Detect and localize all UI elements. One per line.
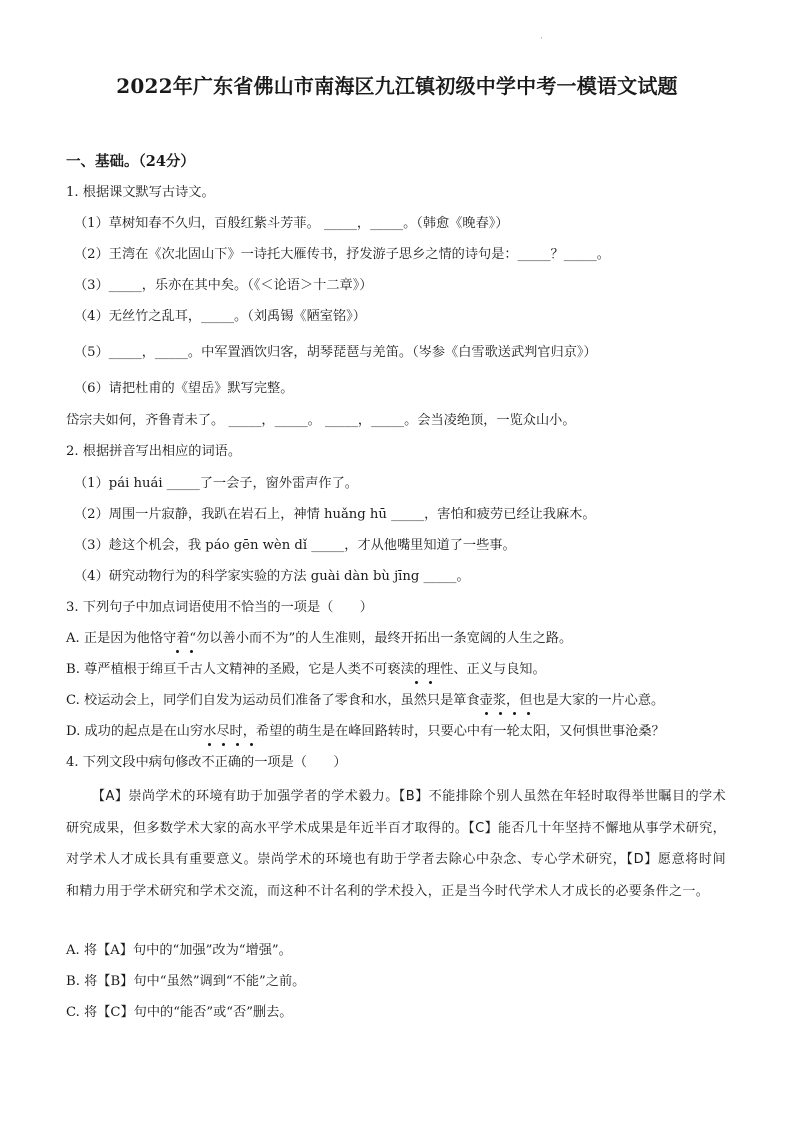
question-3-option: B. 尊严植根于绵亘千古人文精神的圣殿，它是人类不可亵渎的理性、正义与良知。 xyxy=(66,662,546,677)
emphasis-dot xyxy=(176,650,179,653)
emphasis-dot xyxy=(236,743,239,746)
question-2-item: （2）周围一片寂静，我趴在岩石上，神情 huǎng hū _____，害怕和疲劳已经让我麻木。 xyxy=(74,507,596,522)
question-4-stem: 4. 下列文段中病句修改不正确的一项是（ ） xyxy=(66,755,347,770)
question-2-item: （1）pái huái _____了一会子，窗外雷声作了。 xyxy=(74,476,358,491)
question-4-option: B. 将【B】句中“虽然”调到“不能”之前。 xyxy=(66,974,306,989)
section-heading: 一、基础。（24分） xyxy=(66,153,195,170)
question-3-stem: 3. 下列句子中加点词语使用不恰当的一项是（ ） xyxy=(66,600,373,615)
question-1-item: （3）_____，乐亦在其中矣。（《＜论语＞十二章》） xyxy=(74,278,373,293)
emphasis-dot xyxy=(190,650,193,653)
question-3-option: D. 成功的起点是在山穷水尽时，希望的萌生是在峰回路转时，只要心中有一轮太阳，又何惧世事沧桑？ xyxy=(66,724,665,739)
question-1-item: 岱宗夫如何，齐鲁青未了。 _____，_____。 _____，_____。会当凌绝顶，一览众山小。 xyxy=(66,413,576,428)
emphasis-dot xyxy=(208,743,211,746)
emphasis-dot xyxy=(250,743,253,746)
emphasis-dot xyxy=(222,743,225,746)
question-1-stem: 1. 根据课文默写古诗文。 xyxy=(66,185,215,200)
question-3-option: A. 正是因为他恪守着“勿以善小而不为”的人生准则，最终开拓出一条宽阔的人生之路。 xyxy=(66,631,573,646)
question-4-passage: 【A】崇尚学术的环境有助于加强学者的学术毅力。【B】不能排除个别人虽然在年轻时取得举世瞩目的学术研究成果，但多数学术大家的高水平学术成果是年近半百才取得的。【C】能否几十年坚持不懈地从事学术研究，对学术人才成长具有重要意义。崇尚学术的环境也有助于学者去除心中杂念、专心学术研究，【D】愿意将时间和精力用于学术研究和学术交流，而这种不计名利的学术投入，正是当今时代学术人才成长的必要条件之一。 xyxy=(66,789,726,899)
question-4-option: C. 将【C】句中的“能否”或“否”删去。 xyxy=(66,1005,293,1020)
emphasis-dot xyxy=(499,712,502,715)
question-1-item: （5）_____，_____。中军置酒饮归客，胡琴琵琶与羌笛。（岑参《白雪歌送武判官归京》） xyxy=(74,345,597,360)
question-3-option: C. 校运动会上，同学们自发为运动员们准备了零食和水，虽然只是箪食壶浆，但也是大家的一片心意。 xyxy=(66,693,665,708)
emphasis-dot xyxy=(485,712,488,715)
question-4-option: A. 将【A】句中的“加强”改为“增强”。 xyxy=(66,943,292,958)
emphasis-dot xyxy=(513,712,516,715)
emphasis-dot xyxy=(415,681,418,684)
emphasis-dot xyxy=(429,681,432,684)
question-2-item: （3）趁这个机会，我 páo gēn wèn dǐ _____，才从他嘴里知道了一些事。 xyxy=(74,538,516,553)
question-1-item: （2）王湾在《次北固山下》一诗托大雁传书，抒发游子思乡之情的诗句是：_____？_____。 xyxy=(74,247,610,262)
question-1-item: （6）请把杜甫的《望岳》默写完整。 xyxy=(74,381,294,396)
question-2-stem: 2. 根据拼音写出相应的词语。 xyxy=(66,444,242,459)
question-1-item: （1）草树知春不久归，百般红紫斗芳菲。 _____，_____。（韩愈《晚春》） xyxy=(74,216,509,231)
question-2-item: （4）研究动物行为的科学家实验的方法 guài dàn bù jīng _____。 xyxy=(74,569,470,584)
emphasis-dot xyxy=(527,712,530,715)
page-title: 2022年广东省佛山市南海区九江镇初级中学中考一模语文试题 xyxy=(116,74,678,98)
top-mark: · xyxy=(540,34,543,44)
question-1-item: （4）无丝竹之乱耳，_____。（刘禹锡《陋室铭》） xyxy=(74,309,366,324)
